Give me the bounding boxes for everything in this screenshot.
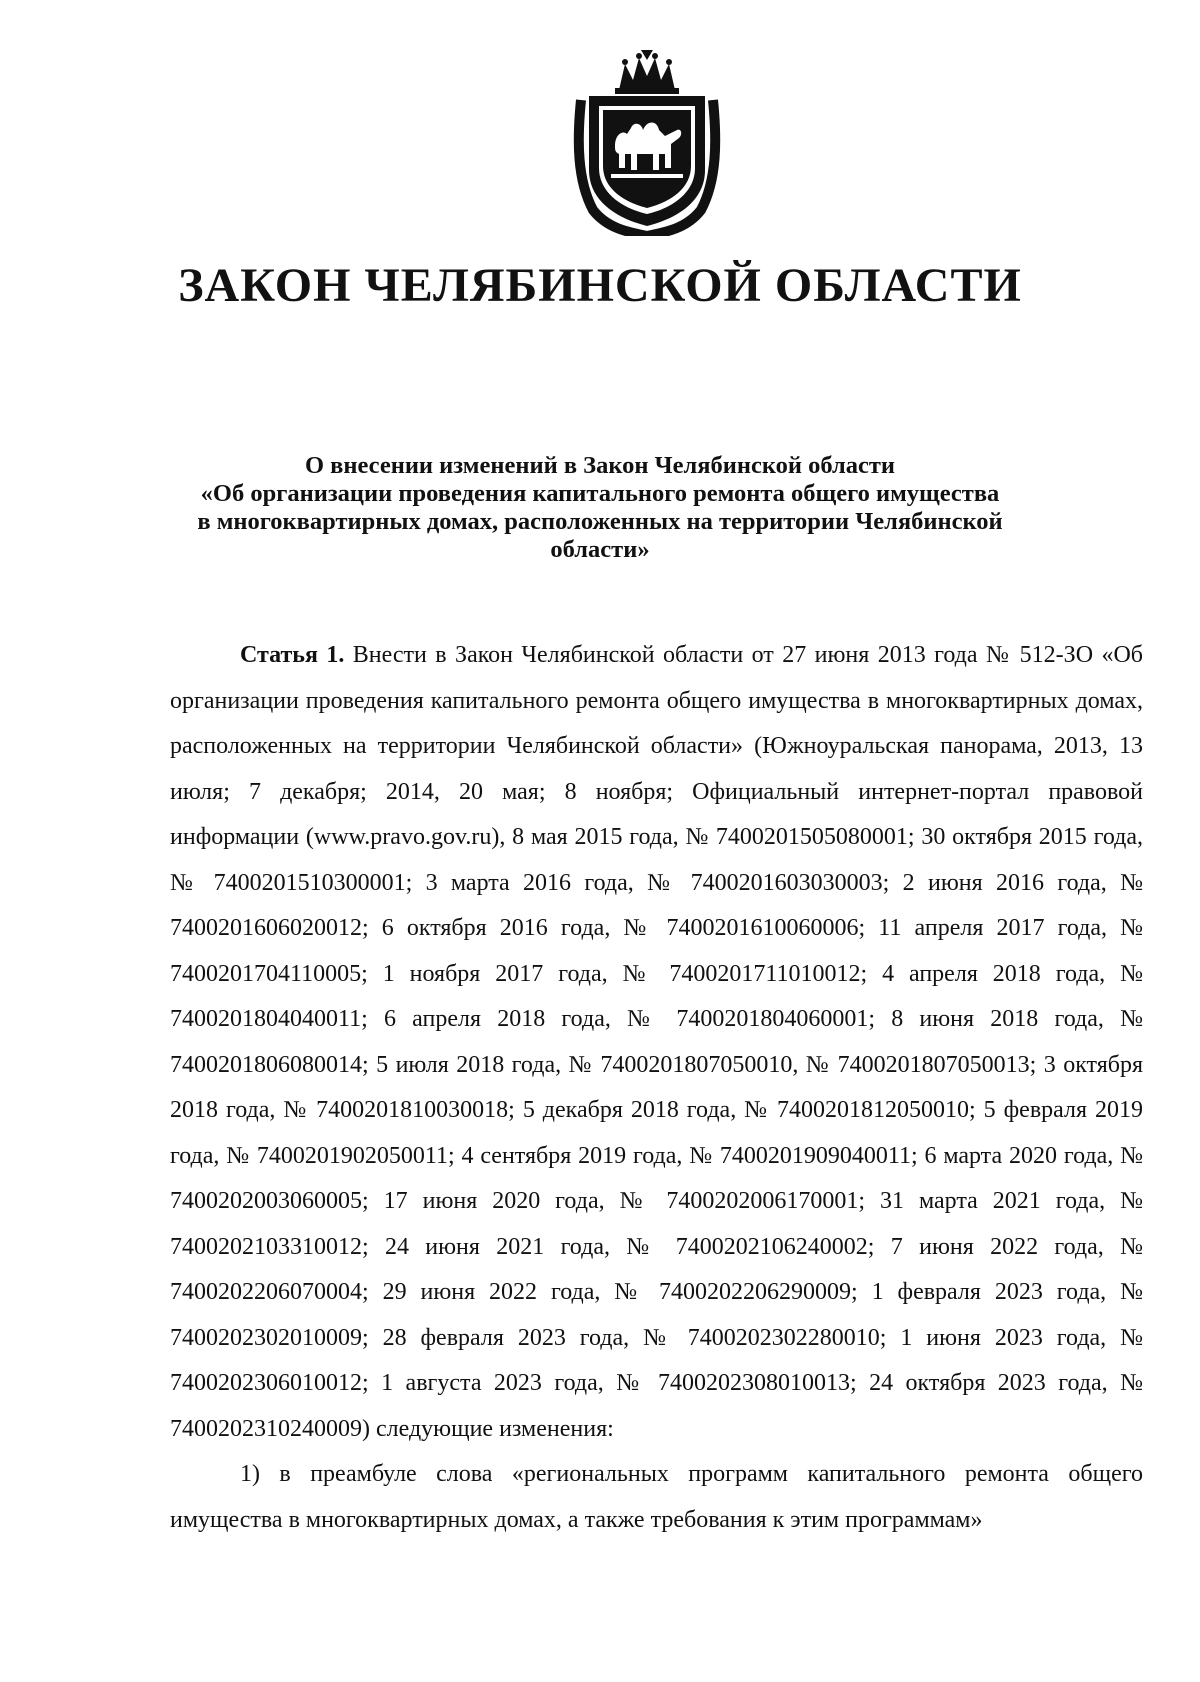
- law-body: [170, 633, 1143, 1543]
- subtitle-line: «Об организации проведения капитального ремонта общего имущества: [200, 480, 1000, 507]
- law-subtitle: [150, 452, 1050, 564]
- article-1-paragraph: [170, 633, 1143, 1452]
- article-text: Внести в Закон Челябинской области от 27 июня 2013 года № 512-ЗО «Об организации проведения капитального ремонта общего имущества в многоквартирных домах, расположенных на территории Челябинской области» (Южноуральская панорама, 2013, 13 июля; 7 декабря; 2014, 20 мая; 8 ноября; Официальный интернет-портал правовой информации (www.pravo.gov.ru), 8 мая 2015 года, № 7400201505080001; 30 октября 2015 года, № 7400201510300001; 3 марта 2016 года, № 7400201603030003; 2 июня 2016 года, № 7400201606020012; 6 октября 2016 года, № 7400201610060006; 11 апреля 2017 года, № 7400201704110005; 1 ноября 2017 года, № 7400201711010012; 4 апреля 2018 года, № 7400201804040011; 6 апреля 2018 года, № 7400201804060001; 8 июня 2018 года, № 7400201806080014; 5 июля 2018 года, № 7400201807050010, № 7400201807050013; 3 октября 2018 года, № 7400201810030018; 5 декабря 2018 года, № 7400201812050010; 5 февраля 2019 года, № 7400201902050011; 4 сентября 2019 года, № 7400201909040011; 6 марта 2020 года, № 7400202003060005; 17 июня 2020 года, № 7400202006170001; 31 марта 2021 года, № 7400202103310012; 24 июня 2021 года, № 7400202106240002; 7 июня 2022 года, № 7400202206070004; 29 июня 2022 года, № 7400202206290009; 1 февраля 2023 года, № 7400202302010009; 28 февраля 2023 года, № 7400202302280010; 1 июня 2023 года, № 7400202306010012; 1 августа 2023 года, № 7400202308010013; 24 октября 2023 года, № 7400202310240009) следующие изменения:: [170, 642, 1143, 1442]
- subtitle-line: О внесении изменений в Закон Челябинской области: [304, 452, 896, 479]
- coat-of-arms-icon: [567, 50, 727, 236]
- subtitle-line: в многоквартирных домах, расположенных на территории Челябинской: [197, 508, 1003, 535]
- item-1-paragraph: 1) в преамбуле слова «региональных программ капитального ремонта общего имущества в многоквартирных домах, а также требования к этим программам»: [170, 1461, 1143, 1533]
- article-label: Статья 1.: [240, 642, 345, 668]
- subtitle-line: области»: [550, 536, 650, 563]
- law-title: ЗАКОН ЧЕЛЯБИНСКОЙ ОБЛАСТИ: [178, 259, 1022, 312]
